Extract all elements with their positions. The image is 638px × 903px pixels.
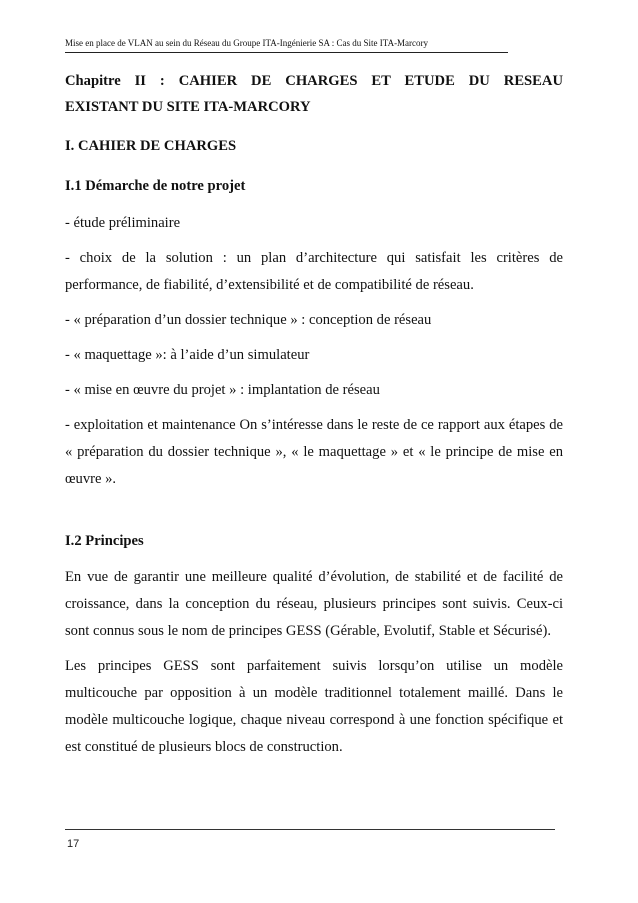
list-item: - choix de la solution : un plan d’architecture qui satisfait les critères de performance, de fiabilité, d’extensibilité et de compatibilité de réseau. <box>65 250 563 293</box>
section-heading-cahier-de-charges: I. CAHIER DE CHARGES <box>65 138 237 154</box>
list-item: - « maquettage »: à l’aide d’un simulateur <box>65 347 310 363</box>
footer-divider <box>65 829 555 830</box>
chapter-title-line-2: EXISTANT DU SITE ITA-MARCORY <box>65 99 311 115</box>
list-item: - exploitation et maintenance On s’intéresse dans le reste de ce rapport aux étapes de « préparation du dossier technique », « le maquettage » et « le principe de mise en œuvre ». <box>65 417 563 487</box>
page-body <box>65 68 563 761</box>
list-item: - étude préliminaire <box>65 215 181 231</box>
page-number: 17 <box>67 838 80 850</box>
running-header: Mise en place de VLAN au sein du Réseau du Groupe ITA-Ingénierie SA : Cas du Site ITA-Marcory <box>65 37 508 53</box>
chapter-title-line-1: Chapitre II : CAHIER DE CHARGES ET ETUDE DU RESEAU <box>65 73 563 89</box>
subsection-heading-demarche: I.1 Démarche de notre projet <box>65 178 246 194</box>
list-item: - « préparation d’un dossier technique » : conception de réseau <box>65 312 432 328</box>
chapter-title <box>65 68 563 120</box>
section-heading-principes: I.2 Principes <box>65 533 144 549</box>
paragraph: En vue de garantir une meilleure qualité d’évolution, de stabilité et de facilité de croissance, dans la conception du réseau, plusieurs principes sont suivis. Ceux-ci sont connus sous le nom de principes GESS (Gérable, Evolutif, Stable et Sécurisé). <box>65 569 563 639</box>
list-item: - « mise en œuvre du projet » : implantation de réseau <box>65 382 380 398</box>
paragraph: Les principes GESS sont parfaitement suivis lorsqu’on utilise un modèle multicouche par opposition à un modèle traditionnel totalement maillé. Dans le modèle multicouche logique, chaque niveau correspond à une fonction spécifique et est constitué de plusieurs blocs de construction. <box>65 658 563 755</box>
